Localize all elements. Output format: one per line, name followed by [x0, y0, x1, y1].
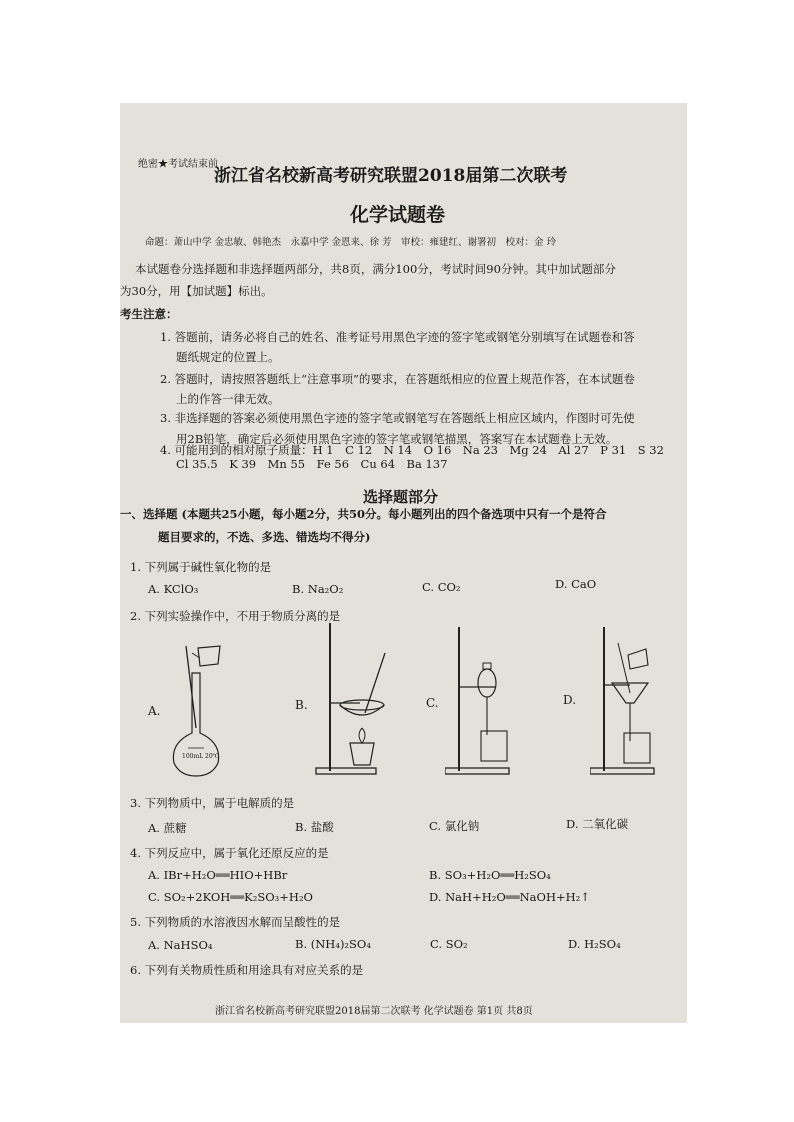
- q5-stem: 5. 下列物质的水溶液因水解而呈酸性的是: [130, 915, 341, 929]
- q1-option-a: A. KClO₃: [148, 582, 199, 596]
- note-3-line-1: 3. 非选择题的答案必须使用黑色字迹的签字笔或钢笔写在答题纸上相应区域内，作图时可先使: [160, 411, 635, 425]
- q3-option-d: D. 二氧化碳: [566, 817, 629, 831]
- note-2-line-2: 上的作答一律无效。: [176, 392, 280, 406]
- q2-stem: 2. 下列实验操作中，不用于物质分离的是: [130, 609, 341, 623]
- page-footer: 浙江省名校新高考研究联盟2018届第二次联考 化学试题卷 第1页 共8页: [215, 1006, 533, 1017]
- note-4-line-2: Cl 35.5 K 39 Mn 55 Fe 56 Cu 64 Ba 137: [176, 457, 448, 471]
- section-instruction-1: 一、选择题 (本题共25小题，每小题2分，共50分。每小题列出的四个备选项中只有一个是符合: [120, 507, 607, 521]
- filtration-apparatus-illustration: [590, 623, 665, 778]
- q5-option-a: A. NaHSO₄: [148, 938, 213, 952]
- q1-stem: 1. 下列属于碱性氧化物的是: [130, 560, 272, 574]
- note-2-line-1: 2. 答题时，请按照答题纸上“注意事项”的要求，在答题纸相应的位置上规范作答，在本试题卷: [160, 372, 635, 386]
- q4-option-c: C. SO₂+2KOH══K₂SO₃+H₂O: [148, 890, 313, 904]
- exam-title: 浙江省名校新高考研究联盟2018届第二次联考: [214, 166, 568, 186]
- note-3-line-2: 用2B铅笔，确定后必须使用黑色字迹的签字笔或钢笔描黑，答案写在本试题卷上无效。: [176, 432, 618, 446]
- q3-option-b: B. 盐酸: [295, 820, 334, 834]
- q4-option-b: B. SO₃+H₂O══H₂SO₄: [429, 868, 551, 882]
- note-1-line-2: 题纸规定的位置上。: [176, 350, 280, 364]
- q1-option-d: D. CaO: [555, 577, 597, 591]
- intro-line-1: 本试题卷分选择题和非选择题两部分，共8页，满分100分，考试时间90分钟。其中加试题部分: [135, 262, 616, 276]
- intro-line-2: 为30分，用【加试题】标出。: [120, 284, 273, 298]
- q1-option-b: B. Na₂O₂: [292, 582, 344, 596]
- q6-stem: 6. 下列有关物质性质和用途具有对应关系的是: [130, 963, 364, 977]
- flask-label: 100mL 20℃: [182, 753, 220, 760]
- q4-option-d: D. NaH+H₂O══NaOH+H₂↑: [429, 890, 590, 904]
- q1-option-c: C. CO₂: [422, 580, 461, 594]
- exam-paper: [120, 103, 687, 1023]
- note-1-line-1: 1. 答题前，请务必将自己的姓名、准考证号用黑色字迹的签字笔或钢笔分别填写在试题卷和答: [160, 330, 635, 344]
- evaporation-apparatus-illustration: [310, 613, 400, 778]
- q5-option-b: B. (NH₄)₂SO₄: [295, 937, 371, 951]
- q5-option-d: D. H₂SO₄: [568, 937, 621, 951]
- q3-option-a: A. 蔗糖: [148, 821, 187, 835]
- q3-option-c: C. 氯化钠: [429, 819, 480, 833]
- q2-option-b: B.: [295, 698, 308, 712]
- confidential-label: 绝密★考试结束前: [138, 159, 218, 170]
- q2-option-a: A.: [148, 704, 161, 718]
- q5-option-c: C. SO₂: [430, 937, 468, 951]
- exam-subtitle: 化学试题卷: [350, 204, 446, 226]
- notes-heading: 考生注意：: [120, 307, 178, 321]
- q3-stem: 3. 下列物质中，属于电解质的是: [130, 796, 295, 810]
- q4-option-a: A. IBr+H₂O══HIO+HBr: [148, 868, 288, 882]
- q2-option-d: D.: [563, 693, 577, 707]
- separatory-funnel-illustration: [445, 623, 525, 778]
- section-heading: 选择题部分: [363, 488, 439, 506]
- q2-option-c: C.: [426, 696, 439, 710]
- authors-line: 命题：萧山中学 金忠敏、韩艳杰 永嘉中学 金恩来、徐 芳 审校：雍建红、谢署初 校对：金 玲: [145, 237, 557, 248]
- section-instruction-2: 题目要求的，不选、多选、错选均不得分): [158, 530, 371, 544]
- note-4-line-1: 4. 可能用到的相对原子质量：H 1 C 12 N 14 O 16 Na 23 Mg 24 Al 27 P 31 S 32: [160, 443, 664, 457]
- q4-stem: 4. 下列反应中，属于氧化还原反应的是: [130, 846, 329, 860]
